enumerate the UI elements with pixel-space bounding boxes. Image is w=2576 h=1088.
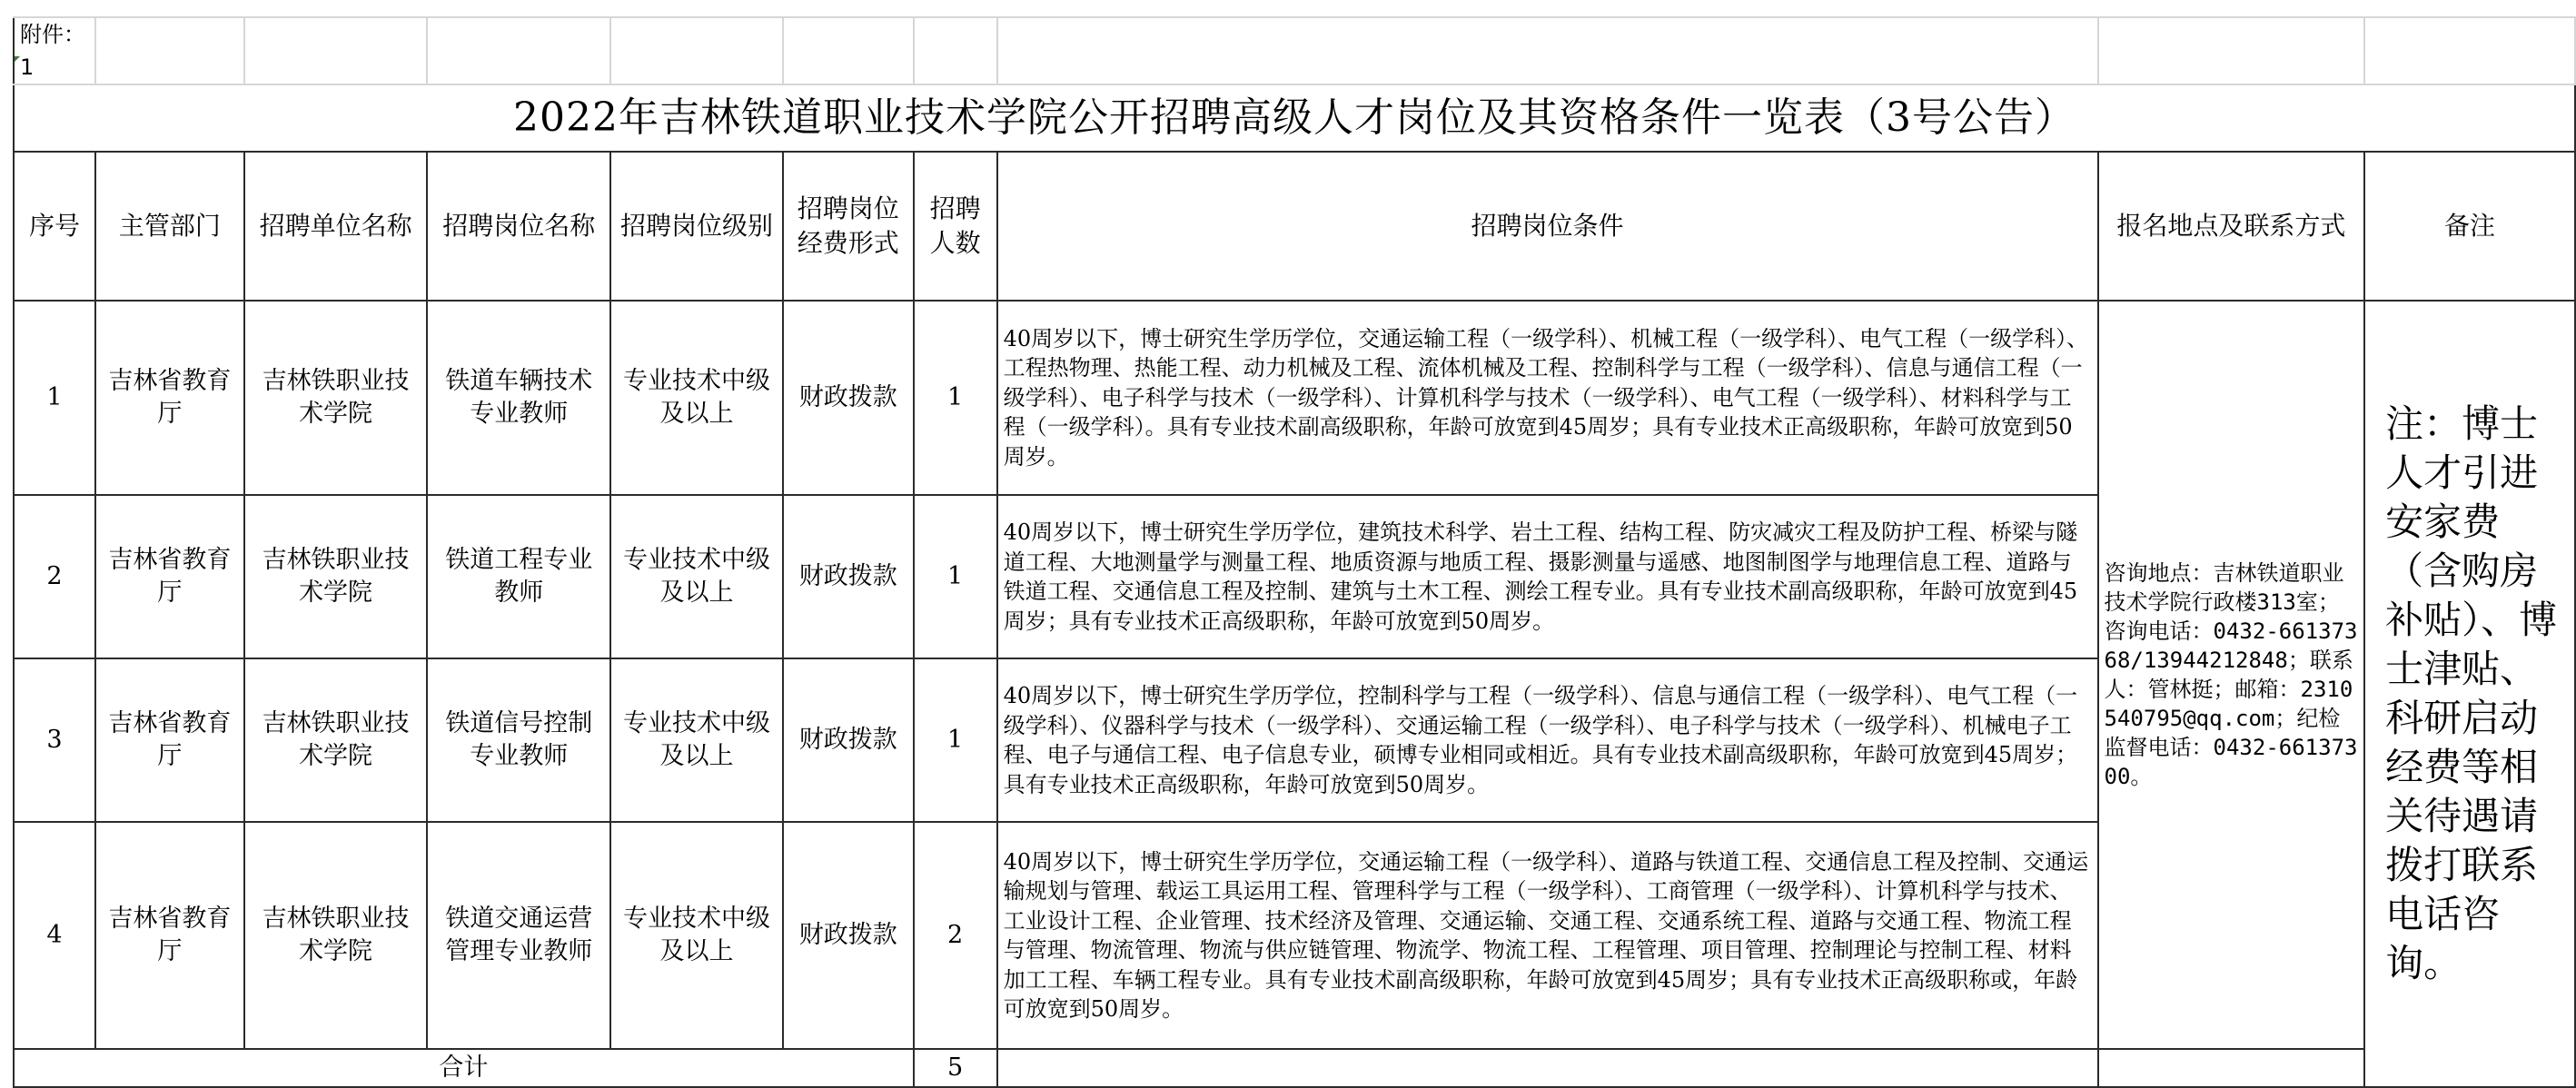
row-position[interactable]: 铁道工程专业教师	[427, 495, 610, 658]
empty-cell[interactable]	[997, 17, 2098, 84]
header-remarks[interactable]: 备注	[2364, 152, 2575, 301]
recruitment-table	[13, 16, 2576, 1088]
row-unit[interactable]: 吉林铁职业技术学院	[244, 658, 428, 822]
row-level[interactable]: 专业技术中级及以上	[610, 822, 783, 1049]
header-seq[interactable]: 序号	[14, 152, 95, 301]
header-count[interactable]: 招聘人数	[914, 152, 997, 301]
total-label[interactable]: 合计	[14, 1049, 914, 1087]
empty-cell[interactable]	[95, 17, 244, 84]
empty-cell[interactable]	[2098, 17, 2365, 84]
row-count[interactable]: 1	[914, 658, 997, 822]
attachment-label[interactable]: 附件：1	[14, 17, 95, 84]
row-level[interactable]: 专业技术中级及以上	[610, 301, 783, 495]
row-seq[interactable]: 1	[14, 301, 95, 495]
row-level[interactable]: 专业技术中级及以上	[610, 658, 783, 822]
attachment-row	[14, 17, 2575, 84]
title-row	[14, 84, 2575, 152]
row-funding[interactable]: 财政拨款	[783, 495, 914, 658]
row-funding[interactable]: 财政拨款	[783, 822, 914, 1049]
row-funding[interactable]: 财政拨款	[783, 301, 914, 495]
row-conditions[interactable]: 40周岁以下，博士研究生学历学位，建筑技术科学、岩土工程、结构工程、防灾减灾工程及防护工程、桥梁与隧道工程、大地测量学与测量工程、地质资源与地质工程、摄影测量与遥感、地图制图学与地理信息工程、道路与铁道工程、交通信息工程及控制、建筑与土木工程、测绘工程专业。具有专业技术副高级职称，年龄可放宽到45周岁；具有专业技术正高级职称，年龄可放宽到50周岁。	[997, 495, 2098, 658]
page-title[interactable]: 2022年吉林铁道职业技术学院公开招聘高级人才岗位及其资格条件一览表（3号公告）	[14, 84, 2575, 152]
remarks-note[interactable]: 注：博士人才引进安家费（含购房补贴）、博士津贴、科研启动经费等相关待遇请拨打联系电话咨询。	[2364, 301, 2575, 1087]
row-dept[interactable]: 吉林省教育厅	[95, 822, 244, 1049]
row-unit[interactable]: 吉林铁职业技术学院	[244, 495, 428, 658]
header-funding[interactable]: 招聘岗位经费形式	[783, 152, 914, 301]
empty-cell[interactable]	[427, 17, 610, 84]
table-row	[14, 301, 2575, 495]
row-conditions[interactable]: 40周岁以下，博士研究生学历学位，交通运输工程（一级学科）、机械工程（一级学科）、电气工程（一级学科）、工程热物理、热能工程、动力机械及工程、流体机械及工程、控制科学与工程（一级学科）、信息与通信工程（一级学科）、电子科学与技术（一级学科）、计算机科学与技术（一级学科）、电气工程（一级学科）、材料科学与工程（一级学科）。具有专业技术副高级职称，年龄可放宽到45周岁；具有专业技术正高级职称，年龄可放宽到50周岁。	[997, 301, 2098, 495]
row-seq[interactable]: 2	[14, 495, 95, 658]
header-unit[interactable]: 招聘单位名称	[244, 152, 428, 301]
row-level[interactable]: 专业技术中级及以上	[610, 495, 783, 658]
row-seq[interactable]: 3	[14, 658, 95, 822]
row-dept[interactable]: 吉林省教育厅	[95, 301, 244, 495]
row-count[interactable]: 1	[914, 301, 997, 495]
total-row	[14, 1049, 2575, 1087]
empty-cell[interactable]	[244, 17, 428, 84]
total-count[interactable]: 5	[914, 1049, 997, 1087]
row-count[interactable]: 2	[914, 822, 997, 1049]
empty-cell[interactable]	[2098, 1049, 2365, 1087]
row-count[interactable]: 1	[914, 495, 997, 658]
row-position[interactable]: 铁道车辆技术专业教师	[427, 301, 610, 495]
header-conditions[interactable]: 招聘岗位条件	[997, 152, 2098, 301]
header-position[interactable]: 招聘岗位名称	[427, 152, 610, 301]
row-funding[interactable]: 财政拨款	[783, 658, 914, 822]
empty-cell[interactable]	[914, 17, 997, 84]
header-dept[interactable]: 主管部门	[95, 152, 244, 301]
empty-cell[interactable]	[997, 1049, 2098, 1087]
header-row	[14, 152, 2575, 301]
contact-info[interactable]: 咨询地点：吉林铁道职业技术学院行政楼313室；咨询电话：0432-66137368/13944212848；联系人：管林挺；邮箱：2310540795@qq.com；纪检监督电话：0432-66137300。	[2098, 301, 2365, 1049]
row-unit[interactable]: 吉林铁职业技术学院	[244, 301, 428, 495]
header-level[interactable]: 招聘岗位级别	[610, 152, 783, 301]
empty-cell[interactable]	[783, 17, 914, 84]
row-seq[interactable]: 4	[14, 822, 95, 1049]
empty-cell[interactable]	[2364, 17, 2575, 84]
header-contact[interactable]: 报名地点及联系方式	[2098, 152, 2365, 301]
row-position[interactable]: 铁道交通运营管理专业教师	[427, 822, 610, 1049]
row-conditions[interactable]: 40周岁以下，博士研究生学历学位，交通运输工程（一级学科）、道路与铁道工程、交通信息工程及控制、交通运输规划与管理、载运工具运用工程、管理科学与工程（一级学科）、工商管理（一级学科）、计算机科学与技术、工业设计工程、企业管理、技术经济及管理、交通运输、交通工程、交通系统工程、道路与交通工程、物流工程与管理、物流管理、物流与供应链管理、物流学、物流工程、工程管理、项目管理、控制理论与控制工程、材料加工工程、车辆工程专业。具有专业技术副高级职称，年龄可放宽到45周岁；具有专业技术正高级职称或，年龄可放宽到50周岁。	[997, 822, 2098, 1049]
row-dept[interactable]: 吉林省教育厅	[95, 658, 244, 822]
row-dept[interactable]: 吉林省教育厅	[95, 495, 244, 658]
row-conditions[interactable]: 40周岁以下，博士研究生学历学位，控制科学与工程（一级学科）、信息与通信工程（一级学科）、电气工程（一级学科）、仪器科学与技术（一级学科）、交通运输工程（一级学科）、电子科学与技术（一级学科）、机械电子工程、电子与通信工程、电子信息专业，硕博专业相同或相近。具有专业技术副高级职称，年龄可放宽到45周岁；具有专业技术正高级职称，年龄可放宽到50周岁。	[997, 658, 2098, 822]
empty-cell[interactable]	[610, 17, 783, 84]
row-unit[interactable]: 吉林铁职业技术学院	[244, 822, 428, 1049]
row-position[interactable]: 铁道信号控制专业教师	[427, 658, 610, 822]
